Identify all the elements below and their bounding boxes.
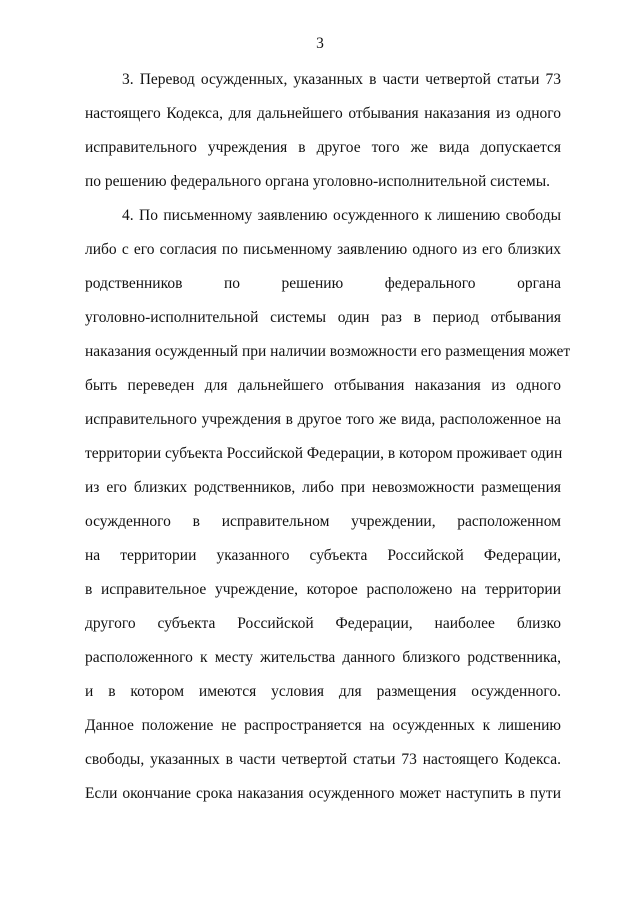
paragraph-4-line-15: и в котором имеются условия для размещения осужденного.: [85, 683, 561, 700]
paragraph-4-line-18: Если окончание срока наказания осужденного может наступить в пути: [85, 785, 561, 802]
paragraph-4-line-10: осужденного в исправительном учреждении, расположенном: [85, 513, 561, 530]
paragraph-3-line-2: настоящего Кодекса, для дальнейшего отбывания наказания из одного: [85, 105, 561, 122]
paragraph-4-line-9: из его близких родственников, либо при невозможности размещения: [85, 479, 561, 496]
paragraph-4-line-3: родственников по решению федерального органа: [85, 275, 561, 292]
paragraph-4-line-12: в исправительное учреждение, которое расположено на территории: [85, 581, 561, 598]
paragraph-4-line-5: наказания осужденный при наличии возможности его размещения может: [85, 343, 571, 360]
paragraph-4-line-7: исправительного учреждения в другое того же вида, расположенное на: [85, 411, 561, 428]
paragraph-3-line-4: по решению федерального органа уголовно-исполнительной системы.: [85, 173, 550, 190]
paragraph-4-line-13: другого субъекта Российской Федерации, наиболее близко: [85, 615, 561, 632]
paragraph-4-line-8: территории субъекта Российской Федерации, в котором проживает один: [85, 445, 563, 462]
page-number: 3: [316, 35, 324, 52]
paragraph-4-line-4: уголовно-исполнительной системы один раз в период отбывания: [85, 309, 561, 326]
paragraph-4-line-11: на территории указанного субъекта Российской Федерации,: [85, 547, 561, 564]
paragraph-3-line-3: исправительного учреждения в другое того же вида допускается: [85, 139, 561, 156]
paragraph-3-line-1: 3. Перевод осужденных, указанных в части четвертой статьи 73: [122, 71, 561, 88]
paragraph-4-line-6: быть переведен для дальнейшего отбывания наказания из одного: [85, 377, 561, 394]
paragraph-4-line-2: либо с его согласия по письменному заявлению одного из его близких: [85, 241, 561, 258]
paragraph-4-line-17: свободы, указанных в части четвертой статьи 73 настоящего Кодекса.: [85, 751, 561, 768]
paragraph-4-line-16: Данное положение не распространяется на осужденных к лишению: [85, 717, 561, 734]
paragraph-4-line-14: расположенного к месту жительства данного близкого родственника,: [85, 649, 561, 666]
paragraph-4-line-1: 4. По письменному заявлению осужденного к лишению свободы: [122, 207, 561, 224]
